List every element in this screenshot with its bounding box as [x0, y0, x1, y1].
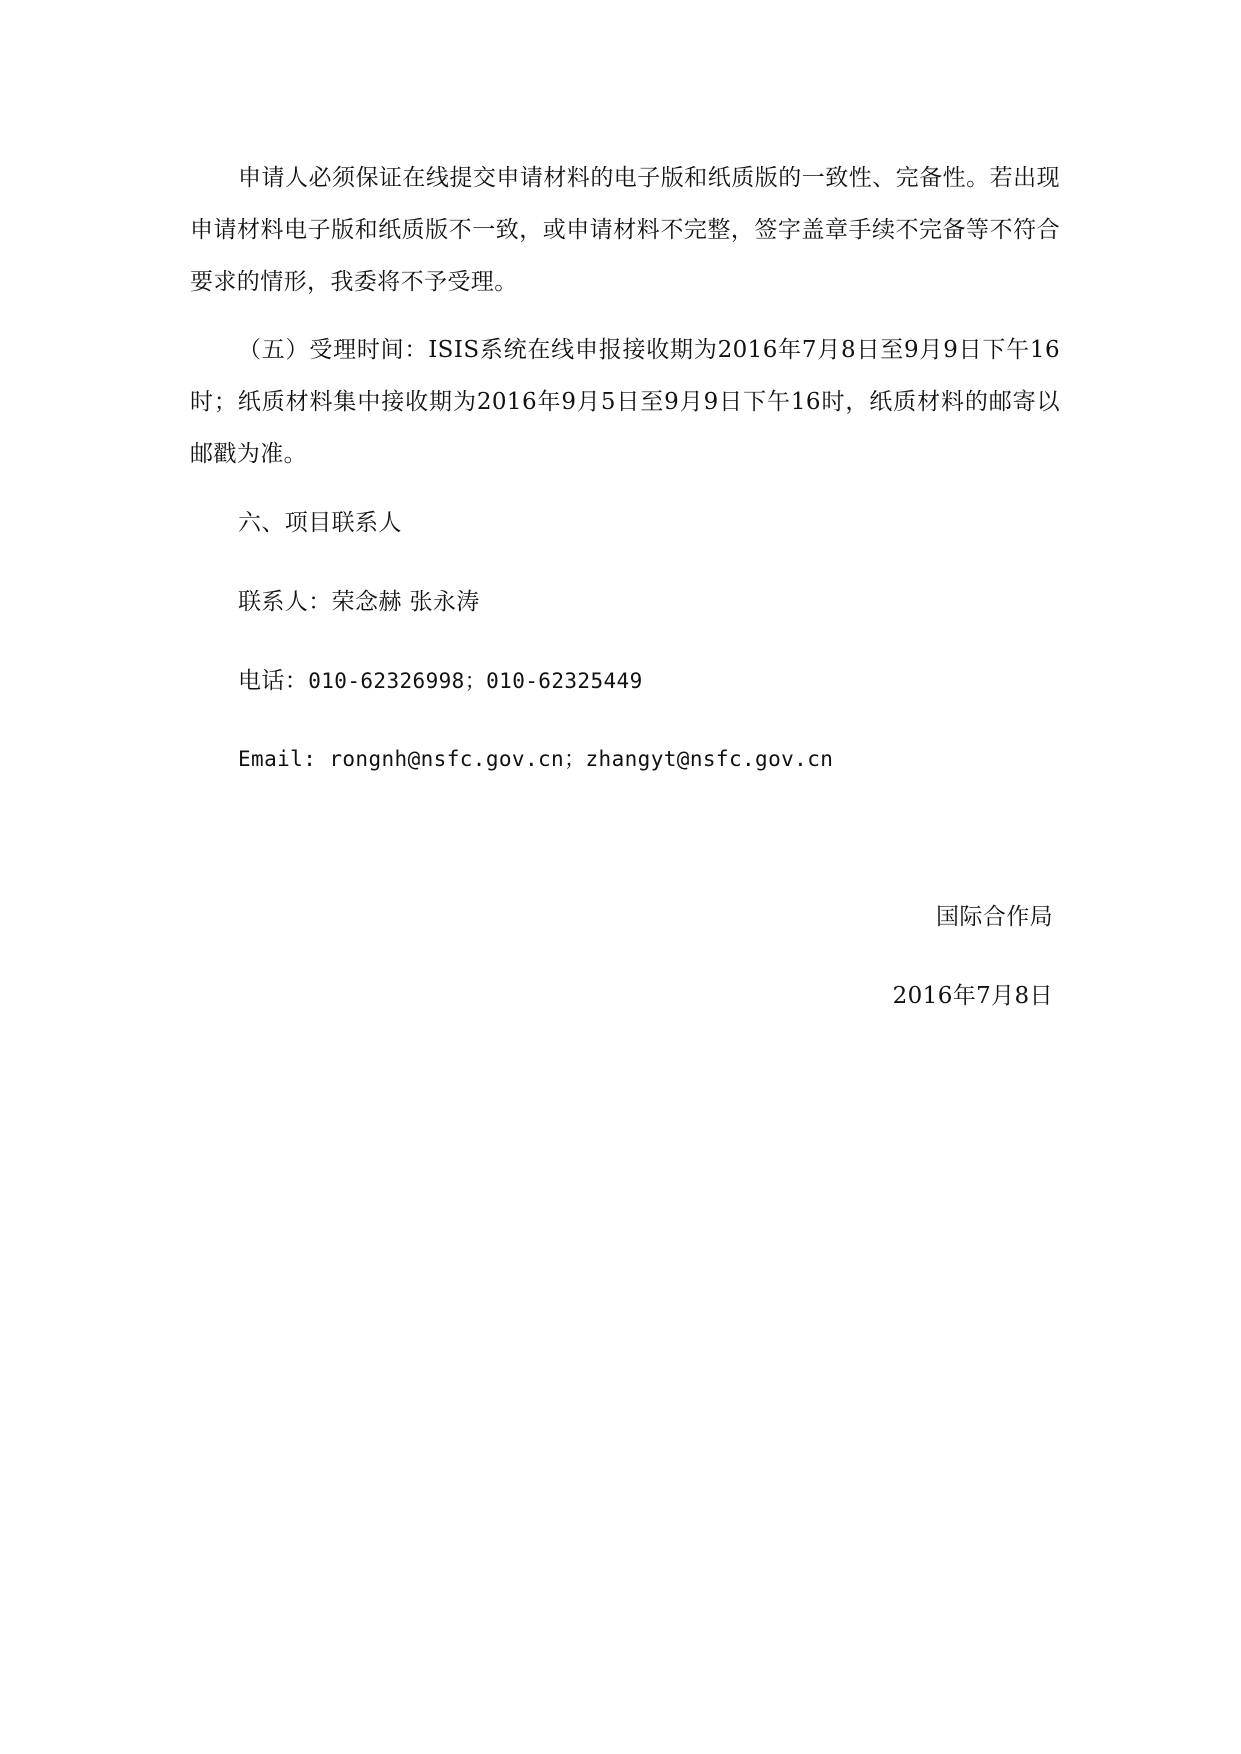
contact-person: 联系人：荣念赫 张永涛 — [238, 589, 480, 615]
contact-email-label: Email: — [238, 747, 330, 771]
issuer-signature: 国际合作局 — [936, 904, 1053, 930]
contact-email-line — [238, 733, 833, 785]
section-heading-contact: 六、项目联系人 — [238, 510, 402, 536]
paragraph-acceptance-time: （五）受理时间：ISIS系统在线申报接收期为2016年7月8日至9月9日下午16时；纸质材料集中接收期为2016年9月5日至9月9日下午16时，纸质材料的邮寄以邮戳为准。 — [190, 337, 1060, 467]
issue-date: 2016年7月8日 — [892, 983, 1053, 1009]
contact-phone-line — [238, 655, 643, 707]
contact-email[interactable]: rongnh@nsfc.gov.cn；zhangyt@nsfc.gov.cn — [329, 747, 834, 771]
contact-phone: 010-62326998；010-62325449 — [308, 669, 643, 693]
contact-phone-label: 电话： — [238, 668, 309, 694]
paragraph-materials-consistency: 申请人必须保证在线提交申请材料的电子版和纸质版的一致性、完备性。若出现申请材料电子版和纸质版不一致，或申请材料不完整，签字盖章手续不完备等不符合要求的情形，我委将不予受理。 — [190, 165, 1060, 295]
